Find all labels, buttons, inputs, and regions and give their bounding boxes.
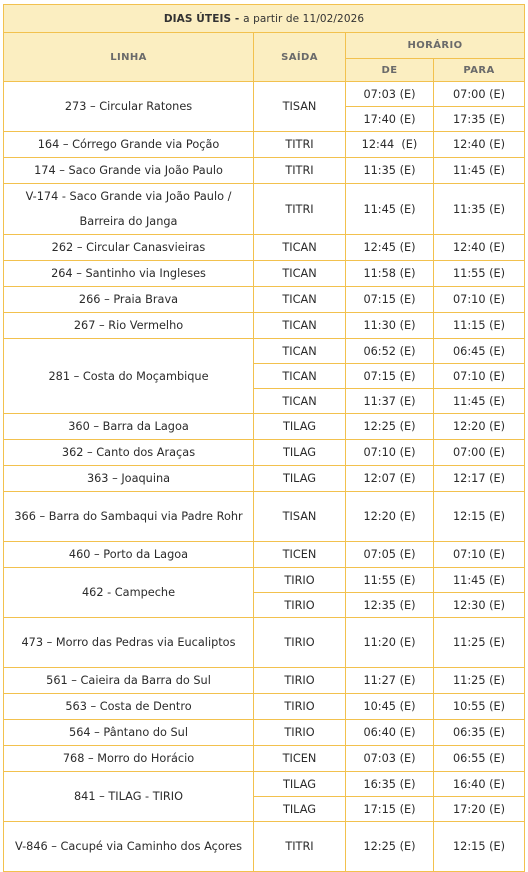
cell-saida: TILAG — [254, 797, 346, 822]
cell-para: 12:40 (E) — [434, 132, 525, 158]
table-row — [4, 158, 525, 184]
cell-linha: V-174 - Saco Grande via João Paulo / Barreira do Janga — [4, 184, 254, 235]
cell-de: 07:03 (E) — [346, 746, 434, 772]
cell-de: 06:52 (E) — [346, 339, 434, 364]
cell-saida: TIRIO — [254, 568, 346, 593]
table-row — [4, 542, 525, 568]
cell-para: 11:45 (E) — [434, 389, 525, 414]
cell-linha: 264 – Santinho via Ingleses — [4, 261, 254, 287]
header-linha: LINHA — [4, 33, 254, 82]
cell-saida: TITRI — [254, 158, 346, 184]
cell-para: 11:25 (E) — [434, 668, 525, 694]
cell-de: 12:44 (E) — [346, 132, 434, 158]
cell-de: 11:30 (E) — [346, 313, 434, 339]
table-row — [4, 132, 525, 158]
cell-para: 07:10 (E) — [434, 287, 525, 313]
table-row — [4, 568, 525, 593]
cell-saida: TILAG — [254, 466, 346, 492]
cell-linha: 267 – Rio Vermelho — [4, 313, 254, 339]
header-saida: SAÍDA — [254, 33, 346, 82]
cell-saida: TICAN — [254, 235, 346, 261]
cell-linha: 768 – Morro do Horácio — [4, 746, 254, 772]
title-date: a partir de 11/02/2026 — [243, 12, 365, 25]
table-row — [4, 720, 525, 746]
table-row — [4, 261, 525, 287]
cell-linha: 473 – Morro das Pedras via Eucaliptos — [4, 618, 254, 668]
cell-de: 17:15 (E) — [346, 797, 434, 822]
cell-saida: TICEN — [254, 746, 346, 772]
cell-saida: TILAG — [254, 772, 346, 797]
table-row — [4, 414, 525, 440]
cell-de: 11:27 (E) — [346, 668, 434, 694]
cell-para: 12:17 (E) — [434, 466, 525, 492]
cell-para: 10:55 (E) — [434, 694, 525, 720]
cell-para: 07:10 (E) — [434, 364, 525, 389]
cell-linha: 164 – Córrego Grande via Poção — [4, 132, 254, 158]
cell-de: 11:35 (E) — [346, 158, 434, 184]
cell-de: 12:07 (E) — [346, 466, 434, 492]
title-main: DIAS ÚTEIS — [163, 12, 232, 25]
cell-linha: 273 – Circular Ratones — [4, 82, 254, 132]
cell-para: 06:35 (E) — [434, 720, 525, 746]
cell-saida: TICAN — [254, 389, 346, 414]
cell-saida: TICAN — [254, 339, 346, 364]
cell-de: 07:03 (E) — [346, 82, 434, 107]
cell-saida: TILAG — [254, 414, 346, 440]
cell-para: 11:35 (E) — [434, 184, 525, 235]
cell-para: 12:20 (E) — [434, 414, 525, 440]
cell-saida: TISAN — [254, 82, 346, 132]
cell-linha: 462 - Campeche — [4, 568, 254, 618]
table-row — [4, 287, 525, 313]
table-row — [4, 440, 525, 466]
cell-linha: 561 – Caieira da Barra do Sul — [4, 668, 254, 694]
cell-saida: TIRIO — [254, 668, 346, 694]
cell-linha: 563 – Costa de Dentro — [4, 694, 254, 720]
cell-saida: TICAN — [254, 313, 346, 339]
table-row — [4, 746, 525, 772]
table-row — [4, 339, 525, 364]
cell-linha: 363 – Joaquina — [4, 466, 254, 492]
cell-para: 12:30 (E) — [434, 593, 525, 618]
cell-para: 11:45 (E) — [434, 158, 525, 184]
cell-linha: 366 – Barra do Sambaqui via Padre Rohr — [4, 492, 254, 542]
cell-saida: TILAG — [254, 440, 346, 466]
cell-de: 12:25 (E) — [346, 822, 434, 872]
cell-de: 11:45 (E) — [346, 184, 434, 235]
cell-saida: TICAN — [254, 364, 346, 389]
cell-linha: 262 – Circular Canasvieiras — [4, 235, 254, 261]
cell-saida: TISAN — [254, 492, 346, 542]
cell-de: 11:55 (E) — [346, 568, 434, 593]
cell-para: 12:15 (E) — [434, 822, 525, 872]
cell-de: 12:35 (E) — [346, 593, 434, 618]
header-para: PARA — [434, 59, 525, 82]
cell-de: 07:10 (E) — [346, 440, 434, 466]
cell-de: 12:20 (E) — [346, 492, 434, 542]
cell-linha: 360 – Barra da Lagoa — [4, 414, 254, 440]
cell-linha: 266 – Praia Brava — [4, 287, 254, 313]
title-separator: - — [231, 12, 244, 25]
cell-para: 11:15 (E) — [434, 313, 525, 339]
table-row — [4, 235, 525, 261]
table-row — [4, 772, 525, 797]
cell-saida: TIRIO — [254, 694, 346, 720]
cell-linha: 841 – TILAG - TIRIO — [4, 772, 254, 822]
cell-de: 12:45 (E) — [346, 235, 434, 261]
table-row — [4, 492, 525, 542]
cell-de: 07:15 (E) — [346, 287, 434, 313]
schedule-body — [4, 82, 525, 872]
cell-para: 16:40 (E) — [434, 772, 525, 797]
cell-de: 11:37 (E) — [346, 389, 434, 414]
cell-saida: TITRI — [254, 132, 346, 158]
cell-de: 16:35 (E) — [346, 772, 434, 797]
table-row — [4, 694, 525, 720]
cell-para: 07:10 (E) — [434, 542, 525, 568]
cell-para: 12:15 (E) — [434, 492, 525, 542]
cell-de: 10:45 (E) — [346, 694, 434, 720]
cell-para: 06:45 (E) — [434, 339, 525, 364]
cell-linha: 460 – Porto da Lagoa — [4, 542, 254, 568]
cell-de: 07:05 (E) — [346, 542, 434, 568]
cell-saida: TIRIO — [254, 720, 346, 746]
cell-linha: 564 – Pântano do Sul — [4, 720, 254, 746]
cell-linha: 174 – Saco Grande via João Paulo — [4, 158, 254, 184]
cell-de: 07:15 (E) — [346, 364, 434, 389]
cell-saida: TITRI — [254, 822, 346, 872]
table-row — [4, 82, 525, 107]
cell-para: 17:20 (E) — [434, 797, 525, 822]
cell-de: 11:58 (E) — [346, 261, 434, 287]
cell-para: 06:55 (E) — [434, 746, 525, 772]
cell-linha: V-846 – Cacupé via Caminho dos Açores — [4, 822, 254, 872]
cell-de: 17:40 (E) — [346, 107, 434, 132]
cell-para: 07:00 (E) — [434, 82, 525, 107]
cell-para: 11:55 (E) — [434, 261, 525, 287]
cell-linha: 281 – Costa do Moçambique — [4, 339, 254, 414]
table-row — [4, 184, 525, 235]
cell-para: 12:40 (E) — [434, 235, 525, 261]
cell-para: 11:45 (E) — [434, 568, 525, 593]
table-title — [4, 5, 525, 33]
table-row — [4, 313, 525, 339]
header-de: DE — [346, 59, 434, 82]
table-row — [4, 466, 525, 492]
cell-de: 06:40 (E) — [346, 720, 434, 746]
schedule-table — [3, 4, 525, 872]
cell-para: 07:00 (E) — [434, 440, 525, 466]
cell-de: 12:25 (E) — [346, 414, 434, 440]
cell-saida: TICAN — [254, 261, 346, 287]
cell-de: 11:20 (E) — [346, 618, 434, 668]
cell-saida: TICEN — [254, 542, 346, 568]
table-row — [4, 618, 525, 668]
cell-saida: TICAN — [254, 287, 346, 313]
cell-para: 11:25 (E) — [434, 618, 525, 668]
header-horario: HORÁRIO — [346, 33, 525, 59]
cell-para: 17:35 (E) — [434, 107, 525, 132]
cell-saida: TIRIO — [254, 618, 346, 668]
cell-saida: TIRIO — [254, 593, 346, 618]
table-row — [4, 822, 525, 872]
schedule-container — [3, 4, 524, 872]
table-row — [4, 668, 525, 694]
cell-saida: TITRI — [254, 184, 346, 235]
cell-linha: 362 – Canto dos Araças — [4, 440, 254, 466]
